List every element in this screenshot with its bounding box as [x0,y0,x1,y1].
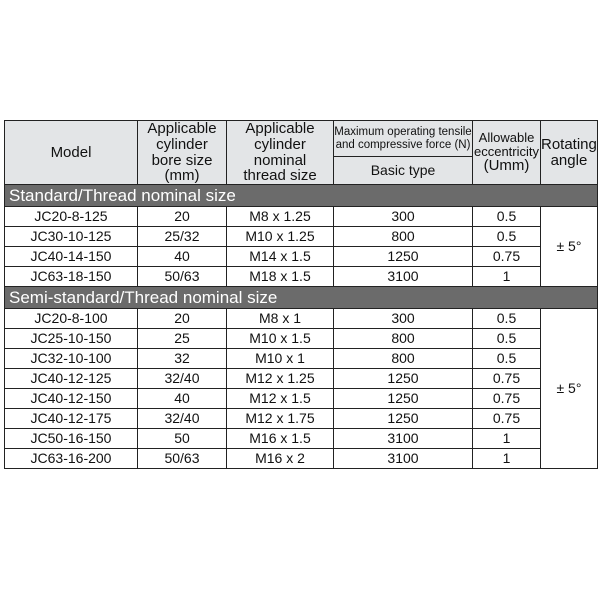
section-header [5,287,598,309]
table-body [5,185,598,469]
eccentricity-cell: 0.75 [473,369,541,389]
thread-size-cell: M10 x 1 [227,349,334,369]
header-eccentricity: Allowable eccentricity (Umm) [473,121,541,185]
section-title: Semi-standard/Thread nominal size [5,287,598,309]
bore-size-cell: 32/40 [138,369,227,389]
bore-size-cell: 25/32 [138,227,227,247]
table-row [5,247,598,267]
rotating-angle-cell: ± 5° [541,309,598,469]
model-cell: JC40-14-150 [5,247,138,267]
header-model: Model [5,121,138,185]
table-row [5,207,598,227]
table-row [5,409,598,429]
force-cell: 1250 [334,389,473,409]
header-thread-size: Applicable cylinder nominal thread size [227,121,334,185]
table-row [5,449,598,469]
eccentricity-cell: 0.75 [473,409,541,429]
rotating-angle-cell: ± 5° [541,207,598,287]
table-row [5,309,598,329]
bore-size-cell: 40 [138,247,227,267]
table-row [5,389,598,409]
eccentricity-cell: 1 [473,429,541,449]
model-cell: JC20-8-125 [5,207,138,227]
model-cell: JC50-16-150 [5,429,138,449]
thread-size-cell: M8 x 1 [227,309,334,329]
force-cell: 800 [334,349,473,369]
bore-size-cell: 25 [138,329,227,349]
thread-size-cell: M16 x 1.5 [227,429,334,449]
force-cell: 800 [334,329,473,349]
table-row [5,329,598,349]
table-row [5,227,598,247]
model-cell: JC30-10-125 [5,227,138,247]
model-cell: JC40-12-125 [5,369,138,389]
thread-size-cell: M14 x 1.5 [227,247,334,267]
force-cell: 300 [334,309,473,329]
model-cell: JC20-8-100 [5,309,138,329]
eccentricity-cell: 1 [473,267,541,287]
table-row [5,349,598,369]
thread-size-cell: M12 x 1.25 [227,369,334,389]
model-cell: JC63-16-200 [5,449,138,469]
eccentricity-cell: 0.5 [473,349,541,369]
header-basic-type: Basic type [334,157,473,185]
thread-size-cell: M16 x 2 [227,449,334,469]
header-rotating-angle: Rotating angle [541,121,598,185]
table-row [5,429,598,449]
eccentricity-cell: 0.5 [473,227,541,247]
model-cell: JC32-10-100 [5,349,138,369]
force-cell: 3100 [334,429,473,449]
bore-size-cell: 40 [138,389,227,409]
eccentricity-cell: 0.5 [473,309,541,329]
spec-table [4,120,598,469]
thread-size-cell: M8 x 1.25 [227,207,334,227]
thread-size-cell: M10 x 1.25 [227,227,334,247]
thread-size-cell: M18 x 1.5 [227,267,334,287]
eccentricity-cell: 0.5 [473,329,541,349]
bore-size-cell: 32 [138,349,227,369]
model-cell: JC40-12-175 [5,409,138,429]
bore-size-cell: 20 [138,207,227,227]
force-cell: 300 [334,207,473,227]
header-bore-size: Applicable cylinder bore size (mm) [138,121,227,185]
section-title: Standard/Thread nominal size [5,185,598,207]
thread-size-cell: M10 x 1.5 [227,329,334,349]
force-cell: 1250 [334,409,473,429]
bore-size-cell: 50/63 [138,267,227,287]
eccentricity-cell: 0.75 [473,389,541,409]
model-cell: JC25-10-150 [5,329,138,349]
bore-size-cell: 20 [138,309,227,329]
bore-size-cell: 50/63 [138,449,227,469]
model-cell: JC63-18-150 [5,267,138,287]
section-header [5,185,598,207]
bore-size-cell: 32/40 [138,409,227,429]
eccentricity-cell: 0.75 [473,247,541,267]
table-row [5,267,598,287]
eccentricity-cell: 0.5 [473,207,541,227]
model-cell: JC40-12-150 [5,389,138,409]
force-cell: 1250 [334,369,473,389]
thread-size-cell: M12 x 1.75 [227,409,334,429]
bore-size-cell: 50 [138,429,227,449]
force-cell: 800 [334,227,473,247]
eccentricity-cell: 1 [473,449,541,469]
thread-size-cell: M12 x 1.5 [227,389,334,409]
force-cell: 3100 [334,267,473,287]
force-cell: 1250 [334,247,473,267]
table-row [5,369,598,389]
force-cell: 3100 [334,449,473,469]
header-max-force: Maximum operating tensile and compressive force (N) [334,121,473,157]
